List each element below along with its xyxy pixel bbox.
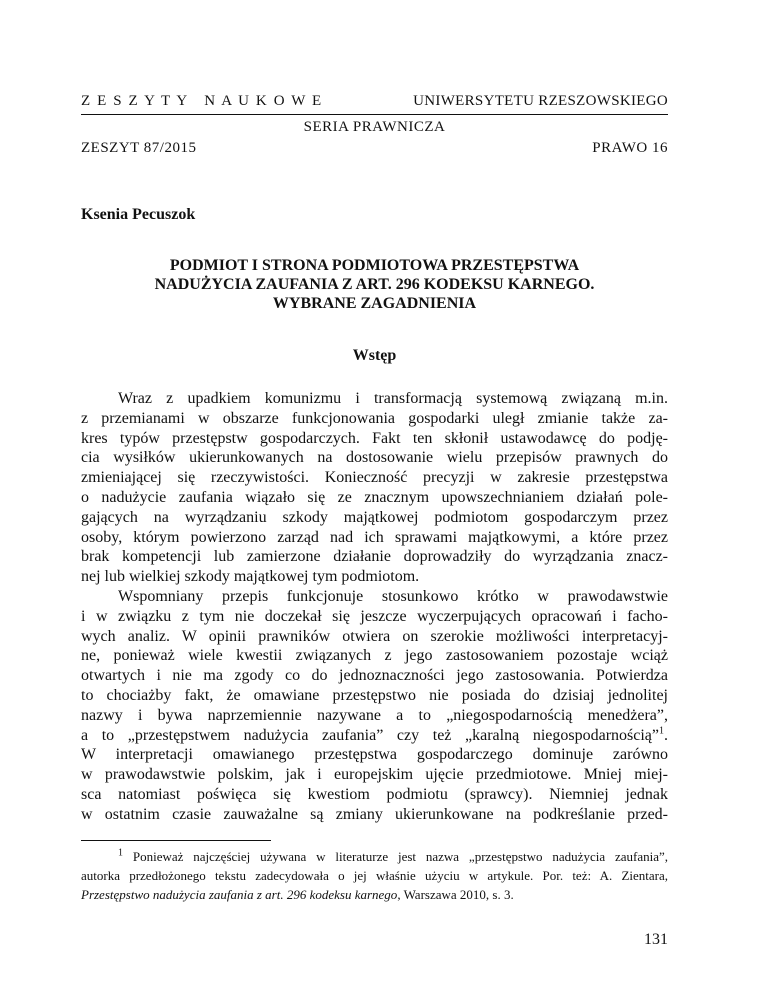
volume-label: PRAWO 16	[592, 140, 668, 156]
footnote-citation-rest: , Warszawa 2010, s. 3.	[397, 887, 514, 902]
body-line: zmieniającej się rzeczywistości. Konieczność precyzji w zakresie przestępstwa	[81, 469, 668, 487]
body-line: Wspomniany przepis funkcjonuje stosunkowo krótko w prawodawstwie	[118, 587, 668, 605]
footnote-text-1: Ponieważ najczęściej używana w literaturze jest nazwa „przestępstwo nadużycia zaufania”,	[132, 849, 669, 864]
footnote-number: 1	[118, 847, 123, 859]
body-line-with-footnote: a to „przestępstwem nadużycia zaufania” czy też „karalną niegospodarnością”$^1$.	[81, 725, 668, 744]
section-heading: Wstęp	[352, 347, 397, 364]
issue-number: ZESZYT 87/2015	[81, 140, 197, 156]
body-line: kres typów przestępstw gospodarczych. Fakt ten skłonił ustawodawcę do podję-	[81, 429, 668, 447]
body-line: wych analiz. W opinii prawników otwiera on szerokie możliwości interpretacyj-	[81, 627, 668, 645]
title-line-1: PODMIOT I STRONA PODMIOTOWA PRZESTĘPSTWA	[169, 257, 580, 274]
footnote	[81, 847, 668, 904]
body-line: w ostatnim czasie zauważalne są zmiany ukierunkowane na podkreślanie przed-	[81, 805, 668, 823]
issue-row	[81, 140, 668, 157]
body-line: Wraz z upadkiem komunizmu i transformacją systemową związaną m.in.	[118, 390, 668, 407]
body-line-text: a to „przestępstwem nadużycia zaufania” czy też „karalną niegospodarnością”	[81, 726, 659, 744]
body-line: w prawodawstwie polskim, jak i europejskim ujęcie przedmiotowe. Mniej miej-	[81, 766, 668, 784]
body-line: i w związku z tym nie doczekał się jeszcze wyczerpujących opracowań i facho-	[81, 607, 668, 625]
journal-name-left: Z E S Z Y T Y N A U K O W E	[81, 93, 323, 109]
journal-name-right: UNIWERSYTETU RZESZOWSKIEGO	[413, 93, 668, 109]
title-line-2: NADUŻYCIA ZAUFANIA Z ART. 296 KODEKSU KARNEGO.	[154, 276, 595, 293]
body-line: otwartych i nie ma zgody co do jednoznaczności jego zastosowania. Potwierdza	[81, 667, 668, 685]
body-line: nazwy i bywa naprzemiennie nazywane a to „niegospodarnością menedżera”,	[81, 706, 668, 724]
body-line: nej lub wielkiej szkody majątkowej tym podmiotom.	[81, 568, 420, 586]
footnote-rule	[81, 840, 271, 841]
article-title	[81, 256, 668, 313]
body-line: brak kompetencji lub zamierzone działanie doprowadziły do wyrządzania znacz-	[81, 548, 668, 566]
body-line: osoby, którym powierzono zarząd nad ich sprawami majątkowymi, a które przez	[81, 528, 668, 546]
body-line: gających na wyrządzaniu szkody majątkowej podmiotom gospodarczym przez	[81, 508, 668, 526]
series-name: SERIA PRAWNICZA	[303, 119, 446, 135]
body-line: to chociażby fakt, że omawiane przestępstwo nie posiada do dzisiaj jednolitej	[81, 686, 668, 704]
body-line: W interpretacji omawianego przestępstwa gospodarczego dominuje zarówno	[81, 746, 668, 764]
body-text	[81, 389, 668, 825]
body-line: ne, ponieważ wiele kwestii związanych z jego zastosowaniem pozostaje wciąż	[81, 647, 668, 665]
header-rule	[81, 114, 668, 115]
footnote-line: autorka przedłożonego tekstu zadecydowała o jej właśnie użyciu w artykule. Por. też: A. Zientara,	[81, 868, 668, 883]
page-number: 131	[644, 931, 668, 948]
journal-header	[81, 92, 668, 110]
footnote-line	[81, 847, 668, 866]
body-line: cia wysiłków ukierunkowanych na dostosowanie wielu przepisów prawnych do	[81, 449, 668, 467]
page	[81, 0, 668, 994]
title-line-3: WYBRANE ZAGADNIENIA	[272, 295, 477, 312]
author-name: Ksenia Pecuszok	[81, 206, 196, 223]
body-line: sca natomiast poświęca się kwestiom podmiotu (sprawcy). Niemniej jednak	[81, 785, 668, 803]
body-line: z przemianami w obszarze funkcjonowania gospodarki uległ zmianie także za-	[81, 409, 668, 427]
footnote-line	[81, 885, 668, 904]
footnote-cited-title: Przestępstwo nadużycia zaufania z art. 296 kodeksu karnego	[81, 887, 398, 902]
footnote-marker[interactable]: 1	[659, 725, 664, 737]
body-line: o nadużycie zaufania wiązało się ze znacznym upowszechnianiem działań pole-	[81, 488, 668, 506]
